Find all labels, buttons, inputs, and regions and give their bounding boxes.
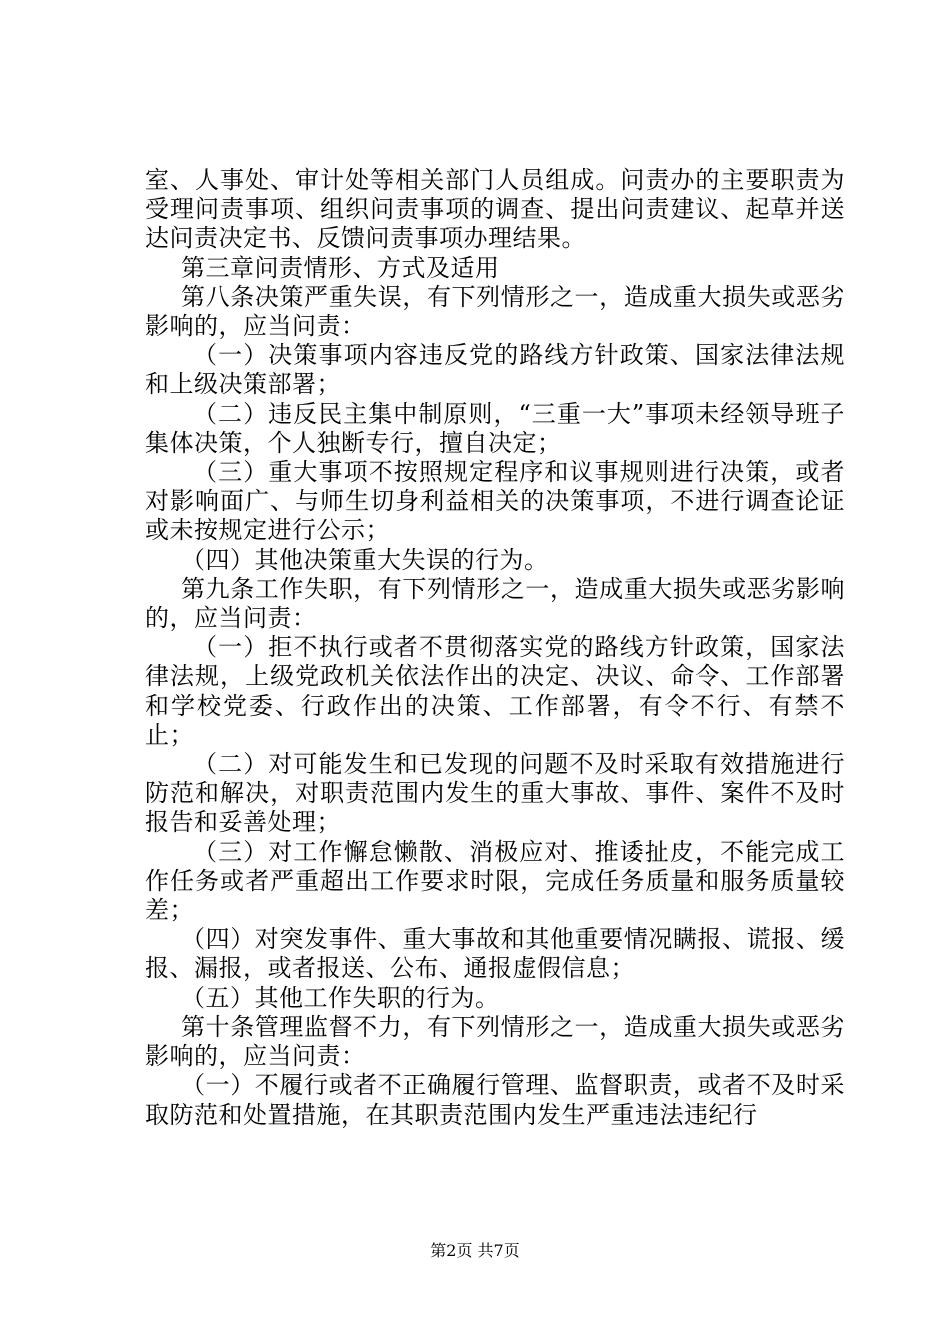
article-10-item-1: （一）不履行或者不正确履行管理、监督职责，或者不及时采取防范和处置措施，在其职责范围内发生严重违法违纪行 [145,1071,845,1129]
article-9-item-4: （四）对突发事件、重大事故和其他重要情况瞒报、谎报、缓报、漏报，或者报送、公布、通报虚假信息； [145,925,845,983]
article-9-item-5: （五）其他工作失职的行为。 [181,983,500,1012]
document-body [145,166,845,1130]
article-8-item-3: （三）重大事项不按照规定程序和议事规则进行决策，或者对影响面广、与师生切身利益相关的决策事项，不进行调查论证或未按规定进行公示； [145,458,845,545]
article-9-item-3: （三）对工作懈怠懒散、消极应对、推诿扯皮，不能完成工作任务或者严重超出工作要求时限，完成任务质量和服务质量较差； [145,837,845,925]
article-9-item-2: （二）对可能发生和已发现的问题不及时采取有效措施进行防范和解决，对职责范围内发生的重大事故、事件、案件不及时报告和妥善处理； [145,750,845,837]
article-8-item-4: （四）其他决策重大失误的行为。 [181,545,549,574]
chapter-heading: 第三章问责情形、方式及适用 [181,253,500,282]
paragraph: 室、人事处、审计处等相关部门人员组成。问责办的主要职责为受理问责事项、组织问责事项的调查、提出问责建议、起草并送达问责决定书、反馈问责事项办理结果。 [145,166,845,253]
article-9: 第九条工作失职，有下列情形之一，造成重大损失或恶劣影响的，应当问责： [145,574,845,633]
article-8-item-2: （二）违反民主集中制原则，“三重一大”事项未经领导班子集体决策，个人独断专行，擅自决定； [145,399,845,457]
article-8-item-1: （一）决策事项内容违反党的路线方针政策、国家法律法规和上级决策部署； [145,341,845,399]
article-8: 第八条决策严重失误，有下列情形之一，造成重大损失或恶劣影响的，应当问责： [145,282,845,341]
page-footer: 第2页 共7页 [430,1241,520,1260]
article-10: 第十条管理监督不力，有下列情形之一，造成重大损失或恶劣影响的，应当问责： [145,1012,845,1071]
article-9-item-1: （一）拒不执行或者不贯彻落实党的路线方针政策，国家法律法规，上级党政机关依法作出的决定、决议、命令、工作部署和学校党委、行政作出的决策、工作部署，有令不行、有禁不止； [145,633,845,749]
